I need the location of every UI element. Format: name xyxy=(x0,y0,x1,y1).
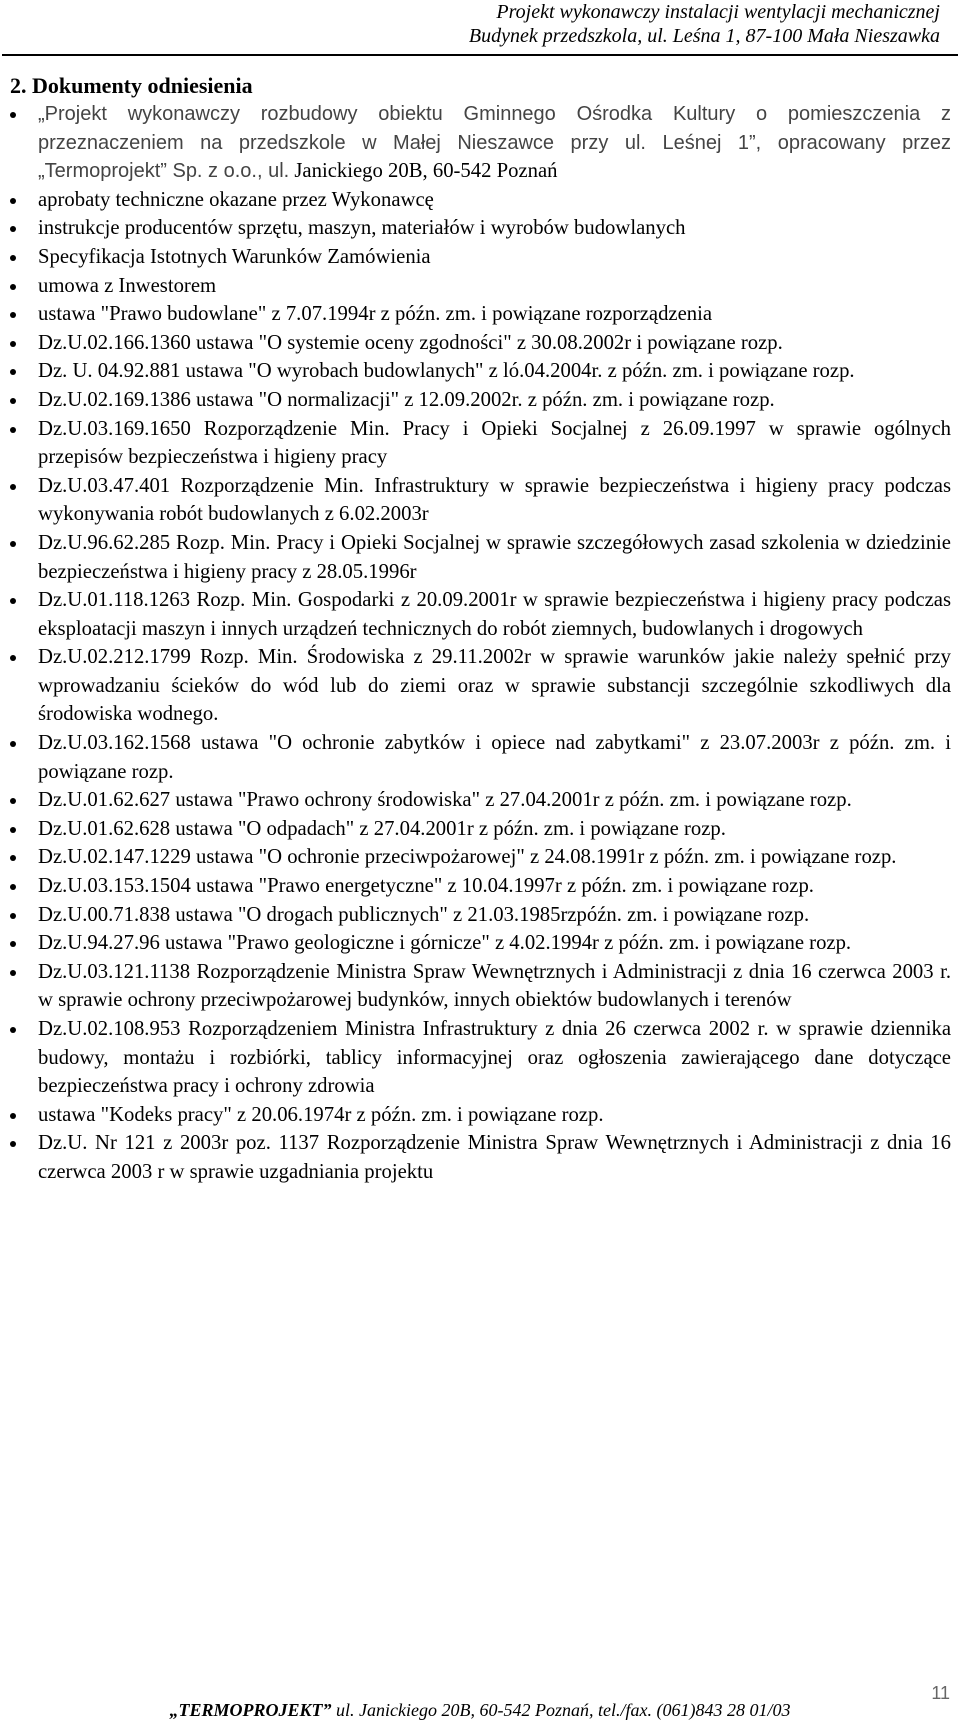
list-item-text: Dz.U.00.71.838 ustawa "O drogach publicznych" z 21.03.1985rzpóźn. zm. i powiązane rozp. xyxy=(38,903,810,926)
page-header xyxy=(0,0,960,50)
header-project-title: Projekt wykonawczy instalacji wentylacji mechanicznej xyxy=(496,1,940,23)
list-item xyxy=(0,472,951,529)
list-item-text: Dz.U.03.162.1568 ustawa "O ochronie zabytków i opiece nad zabytkami" z 23.07.2003r z późn. zm. i powiązane rozp. xyxy=(38,732,951,783)
list-item-text: umowa z Inwestorem xyxy=(38,274,217,297)
page-footer xyxy=(0,1700,960,1720)
list-item xyxy=(0,958,951,1015)
list-item-text: aprobaty techniczne okazane przez Wykonawcę xyxy=(38,188,434,211)
list-item-text: ustawa "Kodeks pracy" z 20.06.1974r z późn. zm. i powiązane rozp. xyxy=(38,1103,604,1126)
list-item-text: Dz.U. Nr 121 z 2003r poz. 1137 Rozporządzenie Ministra Spraw Wewnętrznych i Administracji z dnia 16 czerwca 2003 r w sprawie uzgadniania projektu xyxy=(38,1132,951,1183)
page-number: 11 xyxy=(931,1683,950,1703)
reference-list xyxy=(0,100,960,1187)
list-item xyxy=(0,186,951,215)
list-item xyxy=(0,815,951,844)
list-item xyxy=(0,786,951,815)
list-item xyxy=(0,843,951,872)
list-item xyxy=(0,872,951,901)
footer-company: „TERMOPROJEKT” xyxy=(169,1700,332,1720)
header-building-address: Budynek przedszkola, ul. Leśna 1, 87-100 Mała Nieszawka xyxy=(468,25,940,47)
list-item-text: Dz.U.02.166.1360 ustawa "O systemie oceny zgodności" z 30.08.2002r i powiązane rozp. xyxy=(38,331,783,354)
list-item xyxy=(0,929,951,958)
list-item xyxy=(0,643,951,729)
list-item-text: Dz.U.01.62.628 ustawa "O odpadach" z 27.04.2001r z późn. zm. i powiązane rozp. xyxy=(38,817,726,840)
list-item-text: Dz.U.01.118.1263 Rozp. Min. Gospodarki z 20.09.2001r w sprawie bezpieczeństwa i higieny pracy podczas eksploatacji maszyn i innych urządzeń technicznych do robót ziemnych, budowlanych i drogowych xyxy=(38,589,951,640)
list-item xyxy=(0,1015,951,1101)
list-item xyxy=(0,357,951,386)
list-item-text: Dz. U. 04.92.881 ustawa "O wyrobach budowlanych" z ló.04.2004r. z późn. zm. i powiązane rozp. xyxy=(38,360,855,383)
list-item xyxy=(0,729,951,786)
list-item-text: ustawa "Prawo budowlane" z 7.07.1994r z późn. zm. i powiązane rozporządzenia xyxy=(38,303,713,326)
list-item xyxy=(0,1129,951,1186)
list-item xyxy=(0,386,951,415)
list-item xyxy=(0,214,951,243)
list-item-text: Dz.U.03.169.1650 Rozporządzenie Min. Pracy i Opieki Socjalnej z 26.09.1997 w sprawie ogólnych przepisów bezpieczeństwa i higieny pracy xyxy=(38,417,951,469)
list-item xyxy=(0,586,951,643)
list-item-text: Dz.U.02.108.953 Rozporządzeniem Ministra Infrastruktury z dnia 26 czerwca 2002 r. w sprawie dziennika budowy, montażu i rozbiórki, tablicy informacyjnej oraz ogłoszenia zawierającego dane dotyczące bezpieczeństwa pracy i ochrony zdrowia xyxy=(38,1018,951,1098)
list-item-text: Dz.U.02.212.1799 Rozp. Min. Środowiska z 29.11.2002r w sprawie warunków jakie należy spełnić przy wprowadzaniu ścieków do wód lub do ziemi oraz w sprawie substancji szczególnie szkodliwych dla środowiska wodnego. xyxy=(38,646,951,726)
list-item xyxy=(0,300,951,329)
list-item-text: instrukcje producentów sprzętu, maszyn, materiałów i wyrobów budowlanych xyxy=(38,217,686,240)
list-item xyxy=(0,243,951,272)
list-item-text: Dz.U.02.147.1229 ustawa "O ochronie przeciwpożarowej" z 24.08.1991r z późn. zm. i powiązane rozp. xyxy=(38,846,897,869)
list-item-text: „Projekt wykonawczy rozbudowy obiektu Gminnego Ośrodka Kultury o pomieszczenia z przeznaczeniem na przedszkole w Małej Nieszawce przy ul. Leśnej 1”, opracowany przez „Termoprojekt” Sp. z o.o., ul. xyxy=(38,103,951,183)
list-item xyxy=(0,901,951,930)
list-item xyxy=(0,529,951,586)
footer-address: ul. Janickiego 20B, 60-542 Poznań, tel./fax. (061)843 28 01/03 xyxy=(331,1700,791,1720)
list-item xyxy=(0,272,951,301)
list-item-text: Dz.U.01.62.627 ustawa "Prawo ochrony środowiska" z 27.04.2001r z późn. zm. i powiązane rozp. xyxy=(38,789,852,812)
list-item-text: Dz.U.03.47.401 Rozporządzenie Min. Infrastruktury w sprawie bezpieczeństwa i higieny pracy podczas wykonywania robót budowlanych z 6.02.2003r xyxy=(38,474,951,526)
list-item-text: Dz.U.03.153.1504 ustawa "Prawo energetyczne" z 10.04.1997r z późn. zm. i powiązane rozp. xyxy=(38,875,814,898)
list-item-text: Dz.U.96.62.285 Rozp. Min. Pracy i Opieki Socjalnej w sprawie szczegółowych zasad szkolenia w dziedzinie bezpieczeństwa i higieny pracy z 28.05.1996r xyxy=(38,531,951,583)
list-item-text: Dz.U.03.121.1138 Rozporządzenie Ministra Spraw Wewnętrznych i Administracji z dnia 16 czerwca 2003 r. w sprawie ochrony przeciwpożarowej budynków, innych obiektów budowlanych i terenów xyxy=(38,960,951,1012)
list-item xyxy=(0,100,951,186)
list-item xyxy=(0,415,951,472)
list-item xyxy=(0,1101,951,1130)
header-rule xyxy=(2,54,958,56)
list-item-text: Specyfikacja Istotnych Warunków Zamówienia xyxy=(38,245,431,268)
list-item-text-tail: Janickiego 20B, 60-542 Poznań xyxy=(289,160,558,183)
list-item-text: Dz.U.02.169.1386 ustawa "O normalizacji" z 12.09.2002r. z późn. zm. i powiązane rozp. xyxy=(38,388,775,411)
section-title: 2. Dokumenty odniesienia xyxy=(10,73,253,98)
list-item xyxy=(0,329,951,358)
list-item-text: Dz.U.94.27.96 ustawa "Prawo geologiczne i górnicze" z 4.02.1994r z późn. zm. i powiązane rozp. xyxy=(38,932,852,955)
